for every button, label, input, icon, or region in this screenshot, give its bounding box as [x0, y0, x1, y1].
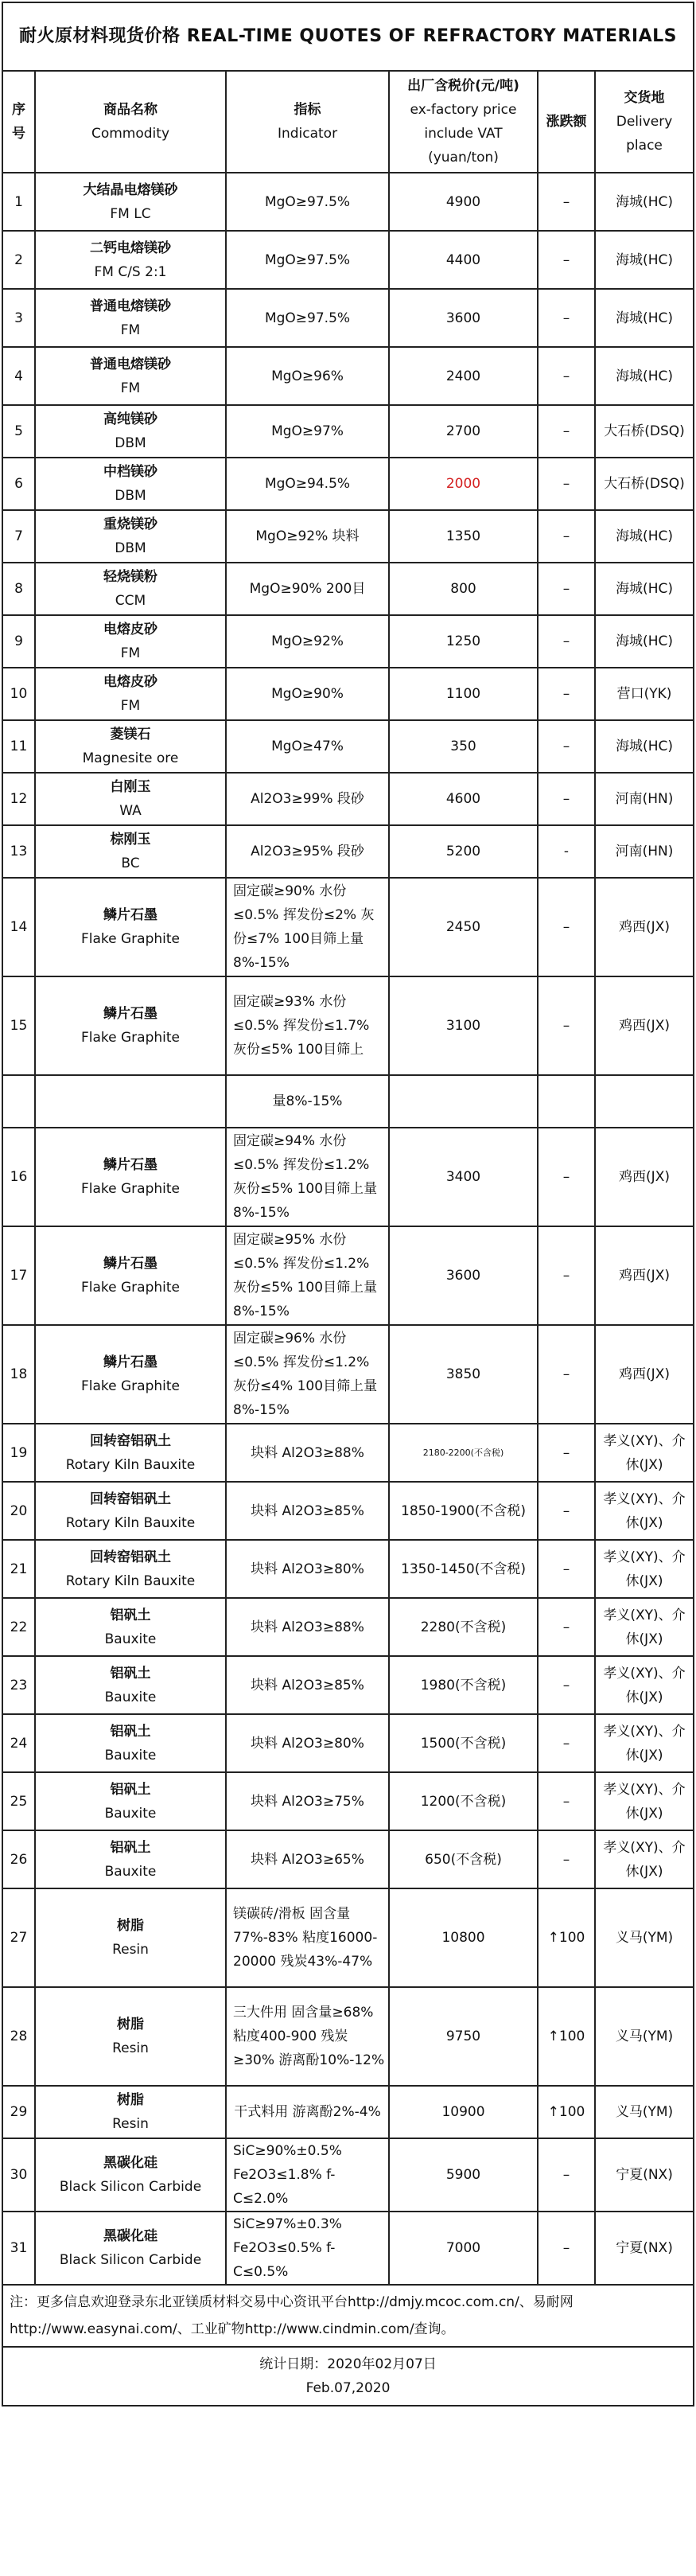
- row-no: 6: [2, 458, 35, 510]
- row-no: 21: [2, 1540, 35, 1598]
- commodity-cell: [35, 825, 226, 878]
- delivery-cell: 义马(YM): [595, 2086, 694, 2138]
- row-no: 29: [2, 2086, 35, 2138]
- row-no: 13: [2, 825, 35, 878]
- change-cell: –: [538, 878, 595, 976]
- commodity-en: Black Silicon Carbide: [59, 2179, 202, 2195]
- row-no: 30: [2, 2138, 35, 2212]
- indicator-cell: MgO≥90%: [226, 668, 389, 720]
- price-cell: 2700: [389, 405, 538, 458]
- commodity-en: Rotary Kiln Bauxite: [65, 1514, 196, 1531]
- commodity-cell: [35, 1830, 226, 1888]
- price-table: [2, 2, 694, 2406]
- delivery-cell: 大石桥(DSQ): [595, 405, 694, 458]
- indicator-cell: 块料 Al2O3≥88%: [226, 1424, 389, 1482]
- indicator-cell: Al2O3≥95% 段砂: [226, 825, 389, 878]
- commodity-cn: 电熔皮砂: [103, 674, 157, 690]
- change-cell: –: [538, 1830, 595, 1888]
- price-cell: 3400: [389, 1128, 538, 1226]
- change-cell: -: [538, 825, 595, 878]
- commodity-cell: [35, 458, 226, 510]
- indicator-cell: MgO≥47%: [226, 720, 389, 773]
- commodity-en: Black Silicon Carbide: [59, 2252, 202, 2268]
- delivery-cell: 鸡西(JX): [595, 1226, 694, 1325]
- statistics-date: [2, 2347, 694, 2406]
- note-text: 注：更多信息欢迎登录东北亚镁质材料交易中心资讯平台http://dmjy.mcoc.com.cn/、易耐网http://www.easynai.com/、工业矿物http://www.cindmin.com/查询。: [2, 2285, 694, 2347]
- table-row: [2, 1540, 694, 1598]
- commodity-en: CCM: [115, 593, 146, 609]
- commodity-cn: 回转窑铝矾土: [90, 1491, 171, 1507]
- commodity-cn: 轻烧镁粉: [103, 569, 157, 585]
- commodity-en: FM: [120, 322, 141, 338]
- price-cell: 350: [389, 720, 538, 773]
- change-cell: –: [538, 347, 595, 405]
- change-cell: –: [538, 1598, 595, 1656]
- table-row: [2, 405, 694, 458]
- change-cell: –: [538, 231, 595, 289]
- indicator-cell: 块料 Al2O3≥88%: [226, 1598, 389, 1656]
- commodity-cell: [35, 510, 226, 563]
- delivery-cell: 义马(YM): [595, 1987, 694, 2086]
- delivery-cell: 海城(HC): [595, 173, 694, 231]
- delivery-cell: 海城(HC): [595, 720, 694, 773]
- commodity-en: Magnesite ore: [82, 750, 179, 766]
- indicator-cell: 固定碳≥94% 水份≤0.5% 挥发份≤1.2% 灰份≤5% 100目筛上量8%-15%: [226, 1128, 389, 1226]
- price-cell: 3600: [389, 1226, 538, 1325]
- indicator-cell: 固定碳≥93% 水份≤0.5% 挥发份≤1.7% 灰份≤5% 100目筛上: [226, 976, 389, 1075]
- delivery-cell: 海城(HC): [595, 231, 694, 289]
- table-row: [2, 1830, 694, 1888]
- delivery-cell: 孝义(XY)、介休(JX): [595, 1482, 694, 1540]
- commodity-en: DBM: [115, 540, 146, 556]
- commodity-cell: [35, 720, 226, 773]
- row-no: 20: [2, 1482, 35, 1540]
- table-row: [2, 1987, 694, 2086]
- header-indicator: 指标 Indicator: [226, 71, 389, 173]
- commodity-en: BC: [121, 855, 140, 871]
- price-cell: 800: [389, 563, 538, 615]
- indicator-cell: 固定碳≥95% 水份≤0.5% 挥发份≤1.2% 灰份≤5% 100目筛上量8%-15%: [226, 1226, 389, 1325]
- delivery-cell: [595, 1075, 694, 1128]
- table-row: [2, 1772, 694, 1830]
- indicator-cell: 块料 Al2O3≥65%: [226, 1830, 389, 1888]
- change-cell: –: [538, 1540, 595, 1598]
- price-cell: 650(不含税): [389, 1830, 538, 1888]
- header-commodity: 商品名称 Commodity: [35, 71, 226, 173]
- header-no: 序号: [2, 71, 35, 173]
- price-cell: 10800: [389, 1888, 538, 1987]
- commodity-cell: [35, 1656, 226, 1714]
- commodity-cn: 棕刚玉: [110, 832, 151, 848]
- price-cell: 1200(不含税): [389, 1772, 538, 1830]
- commodity-en: Bauxite: [104, 1863, 157, 1880]
- row-no: 11: [2, 720, 35, 773]
- commodity-en: Bauxite: [104, 1631, 157, 1647]
- commodity-en: Bauxite: [104, 1689, 157, 1705]
- commodity-cn: 菱镁石: [110, 727, 151, 742]
- header-change: 涨跌额: [538, 71, 595, 173]
- commodity-cell: [35, 1714, 226, 1772]
- delivery-cell: 大石桥(DSQ): [595, 458, 694, 510]
- commodity-en: WA: [119, 803, 142, 819]
- delivery-cell: 河南(HN): [595, 773, 694, 825]
- delivery-cell: 孝义(XY)、介休(JX): [595, 1598, 694, 1656]
- indicator-cell: SiC≥97%±0.3% Fe2O3≤0.5% f-C≤0.5%: [226, 2212, 389, 2285]
- price-cell: 2180-2200(不含税): [389, 1424, 538, 1482]
- table-row: [2, 773, 694, 825]
- table-row: [2, 1656, 694, 1714]
- change-cell: –: [538, 773, 595, 825]
- price-cell: 10900: [389, 2086, 538, 2138]
- table-row: [2, 289, 694, 347]
- commodity-cn: 树脂: [117, 1918, 144, 1934]
- table-row: [2, 1482, 694, 1540]
- commodity-en: Bauxite: [104, 1805, 157, 1822]
- table-row: [2, 1128, 694, 1226]
- commodity-en: Resin: [112, 1942, 149, 1958]
- commodity-cell: [35, 289, 226, 347]
- delivery-cell: 海城(HC): [595, 347, 694, 405]
- commodity-cell: [35, 1772, 226, 1830]
- indicator-cell: 固定碳≥96% 水份≤0.5% 挥发份≤1.2% 灰份≤4% 100目筛上量8%-15%: [226, 1325, 389, 1424]
- commodity-cell: [35, 2212, 226, 2285]
- table-row: [2, 2138, 694, 2212]
- price-cell: 1350: [389, 510, 538, 563]
- change-cell: –: [538, 1424, 595, 1482]
- change-cell: –: [538, 563, 595, 615]
- commodity-en: Resin: [112, 2040, 149, 2056]
- commodity-cell: [35, 668, 226, 720]
- price-cell: 1850-1900(不含税): [389, 1482, 538, 1540]
- table-row: [2, 668, 694, 720]
- price-cell: 1500(不含税): [389, 1714, 538, 1772]
- commodity-cell: [35, 1128, 226, 1226]
- price-cell: 2280(不含税): [389, 1598, 538, 1656]
- indicator-cell: SiC≥90%±0.5% Fe2O3≤1.8% f-C≤2.0%: [226, 2138, 389, 2212]
- commodity-cell: [35, 2138, 226, 2212]
- delivery-cell: 宁夏(NX): [595, 2138, 694, 2212]
- change-cell: –: [538, 289, 595, 347]
- price-cell: 2450: [389, 878, 538, 976]
- commodity-cn: 铝矾土: [110, 1723, 151, 1740]
- delivery-cell: 营口(YK): [595, 668, 694, 720]
- commodity-cell: [35, 615, 226, 668]
- row-no: 27: [2, 1888, 35, 1987]
- commodity-cn: 白刚玉: [110, 779, 151, 795]
- change-cell: –: [538, 458, 595, 510]
- commodity-cn: 黑碳化硅: [103, 2228, 157, 2244]
- commodity-cn: 鳞片石墨: [103, 1006, 157, 1022]
- commodity-cn: 铝矾土: [110, 1665, 151, 1682]
- delivery-cell: 孝义(XY)、介休(JX): [595, 1424, 694, 1482]
- change-cell: ↑100: [538, 1888, 595, 1987]
- change-cell: –: [538, 1772, 595, 1830]
- table-row: [2, 1598, 694, 1656]
- commodity-cn: 鳞片石墨: [103, 1157, 157, 1173]
- commodity-en: Flake Graphite: [80, 1181, 180, 1197]
- indicator-cell: MgO≥94.5%: [226, 458, 389, 510]
- commodity-cell: [35, 231, 226, 289]
- indicator-cell: MgO≥97.5%: [226, 173, 389, 231]
- indicator-cell: MgO≥97%: [226, 405, 389, 458]
- indicator-cell: MgO≥97.5%: [226, 231, 389, 289]
- commodity-cell: [35, 878, 226, 976]
- table-row: [2, 1714, 694, 1772]
- change-cell: –: [538, 1325, 595, 1424]
- table-row: [2, 1888, 694, 1987]
- change-cell: [538, 1075, 595, 1128]
- row-no: 8: [2, 563, 35, 615]
- price-cell: 1980(不含税): [389, 1656, 538, 1714]
- commodity-cn: 高纯镁砂: [103, 411, 157, 427]
- row-no: 1: [2, 173, 35, 231]
- header-row: [2, 71, 694, 173]
- delivery-cell: 鸡西(JX): [595, 878, 694, 976]
- row-no: 15: [2, 976, 35, 1075]
- table-row: [2, 1325, 694, 1424]
- commodity-cn: 回转窑铝矾土: [90, 1432, 171, 1449]
- commodity-cn: 树脂: [117, 2017, 144, 2032]
- table-row: [2, 2086, 694, 2138]
- commodity-cell: [35, 563, 226, 615]
- commodity-en: Flake Graphite: [80, 1030, 180, 1046]
- commodity-cn: 二钙电熔镁砂: [90, 240, 171, 256]
- indicator-cell: 块料 Al2O3≥75%: [226, 1772, 389, 1830]
- delivery-cell: 海城(HC): [595, 563, 694, 615]
- commodity-en: FM C/S 2:1: [94, 263, 167, 280]
- table-row: [2, 1424, 694, 1482]
- row-no: 23: [2, 1656, 35, 1714]
- delivery-cell: 孝义(XY)、介休(JX): [595, 1772, 694, 1830]
- change-cell: ↑100: [538, 2086, 595, 2138]
- commodity-cell: [35, 173, 226, 231]
- table-row: [2, 1226, 694, 1325]
- change-cell: –: [538, 976, 595, 1075]
- indicator-cell: MgO≥97.5%: [226, 289, 389, 347]
- indicator-cell: 块料 Al2O3≥80%: [226, 1540, 389, 1598]
- delivery-cell: 宁夏(NX): [595, 2212, 694, 2285]
- row-no: 16: [2, 1128, 35, 1226]
- row-no: 28: [2, 1987, 35, 2086]
- commodity-cn: 树脂: [117, 2092, 144, 2108]
- commodity-cell: [35, 1482, 226, 1540]
- price-cell: 4400: [389, 231, 538, 289]
- indicator-cell: MgO≥92% 块料: [226, 510, 389, 563]
- table-title: 耐火原材料现货价格 REAL-TIME QUOTES OF REFRACTORY MATERIALS: [2, 2, 694, 71]
- indicator-cell: 块料 Al2O3≥85%: [226, 1482, 389, 1540]
- indicator-cell: 镁碳砖/滑板 固含量77%-83% 粘度16000-20000 残炭43%-47%: [226, 1888, 389, 1987]
- commodity-cell: [35, 1424, 226, 1482]
- commodity-en: DBM: [115, 488, 146, 504]
- table-row: [2, 347, 694, 405]
- row-no: 10: [2, 668, 35, 720]
- commodity-cell: [35, 2086, 226, 2138]
- delivery-cell: 孝义(XY)、介休(JX): [595, 1714, 694, 1772]
- indicator-cell: Al2O3≥99% 段砂: [226, 773, 389, 825]
- indicator-cell: 干式料用 游离酚2%-4%: [226, 2086, 389, 2138]
- price-cell: 3100: [389, 976, 538, 1075]
- row-no: 4: [2, 347, 35, 405]
- commodity-cell: [35, 1540, 226, 1598]
- price-cell: 9750: [389, 1987, 538, 2086]
- table-row: [2, 825, 694, 878]
- row-no: 19: [2, 1424, 35, 1482]
- row-no: 17: [2, 1226, 35, 1325]
- row-no: 5: [2, 405, 35, 458]
- commodity-cn: 鳞片石墨: [103, 1256, 157, 1272]
- header-delivery: 交货地 Delivery place: [595, 71, 694, 173]
- row-no: 12: [2, 773, 35, 825]
- commodity-cn: 中档镁砂: [103, 464, 157, 480]
- date-cn: 统计日期：2020年02月07日: [259, 2356, 437, 2372]
- price-cell: 2000: [389, 458, 538, 510]
- commodity-en: Rotary Kiln Bauxite: [65, 1572, 196, 1589]
- delivery-cell: 孝义(XY)、介休(JX): [595, 1540, 694, 1598]
- change-cell: –: [538, 173, 595, 231]
- commodity-cn: 铝矾土: [110, 1781, 151, 1798]
- delivery-cell: 鸡西(JX): [595, 1325, 694, 1424]
- change-cell: ↑100: [538, 1987, 595, 2086]
- commodity-en: DBM: [115, 435, 146, 451]
- price-cell: 5900: [389, 2138, 538, 2212]
- price-cell: 1350-1450(不含税): [389, 1540, 538, 1598]
- price-cell: 2400: [389, 347, 538, 405]
- price-cell: 5200: [389, 825, 538, 878]
- delivery-cell: 孝义(XY)、介休(JX): [595, 1830, 694, 1888]
- commodity-cell: [35, 976, 226, 1075]
- table-row: [2, 720, 694, 773]
- commodity-cn: 铝矾土: [110, 1839, 151, 1856]
- table-row: [2, 173, 694, 231]
- change-cell: –: [538, 1714, 595, 1772]
- indicator-cell: 量8%-15%: [226, 1075, 389, 1128]
- commodity-cell: [35, 1075, 226, 1128]
- commodity-cell: [35, 347, 226, 405]
- row-no: 7: [2, 510, 35, 563]
- row-no: 14: [2, 878, 35, 976]
- commodity-cell: [35, 405, 226, 458]
- commodity-cn: 大结晶电熔镁砂: [83, 181, 178, 198]
- indicator-cell: MgO≥96%: [226, 347, 389, 405]
- price-cell: 1100: [389, 668, 538, 720]
- commodity-en: Flake Graphite: [80, 1280, 180, 1296]
- indicator-cell: 三大件用 固含量≥68% 粘度400-900 残炭≥30% 游离酚10%-12%: [226, 1987, 389, 2086]
- change-cell: –: [538, 668, 595, 720]
- commodity-cell: [35, 1987, 226, 2086]
- table-row: [2, 458, 694, 510]
- row-no: 18: [2, 1325, 35, 1424]
- commodity-cell: [35, 1598, 226, 1656]
- commodity-cn: 普通电熔镁砂: [90, 356, 171, 372]
- price-cell: 7000: [389, 2212, 538, 2285]
- delivery-cell: 鸡西(JX): [595, 976, 694, 1075]
- commodity-en: FM: [120, 698, 141, 714]
- commodity-en: Resin: [112, 2116, 149, 2132]
- delivery-cell: 海城(HC): [595, 615, 694, 668]
- date-en: Feb.07,2020: [305, 2380, 391, 2396]
- row-no: 31: [2, 2212, 35, 2285]
- delivery-cell: 海城(HC): [595, 289, 694, 347]
- commodity-en: Bauxite: [104, 1747, 157, 1763]
- indicator-cell: 块料 Al2O3≥80%: [226, 1714, 389, 1772]
- commodity-cn: 铝矾土: [110, 1607, 151, 1623]
- row-no: 26: [2, 1830, 35, 1888]
- row-no: 3: [2, 289, 35, 347]
- delivery-cell: 义马(YM): [595, 1888, 694, 1987]
- table-row: [2, 510, 694, 563]
- row-no: [2, 1075, 35, 1128]
- price-cell: 4600: [389, 773, 538, 825]
- commodity-cn: 重烧镁砂: [103, 516, 157, 532]
- row-no: 9: [2, 615, 35, 668]
- commodity-cn: 回转窑铝矾土: [90, 1549, 171, 1565]
- change-cell: –: [538, 720, 595, 773]
- commodity-cn: 鳞片石墨: [103, 1354, 157, 1370]
- delivery-cell: 鸡西(JX): [595, 1128, 694, 1226]
- commodity-en: FM: [120, 380, 141, 396]
- commodity-cn: 电熔皮砂: [103, 622, 157, 637]
- price-cell: 3850: [389, 1325, 538, 1424]
- table-row: [2, 231, 694, 289]
- table-row: [2, 615, 694, 668]
- change-cell: –: [538, 510, 595, 563]
- commodity-en: Rotary Kiln Bauxite: [65, 1456, 196, 1473]
- change-cell: –: [538, 1226, 595, 1325]
- change-cell: –: [538, 1482, 595, 1540]
- row-no: 24: [2, 1714, 35, 1772]
- commodity-en: FM LC: [110, 205, 151, 222]
- indicator-cell: 固定碳≥90% 水份≤0.5% 挥发份≤2% 灰份≤7% 100目筛上量8%-15%: [226, 878, 389, 976]
- table-row: [2, 976, 694, 1075]
- table-row: [2, 2212, 694, 2285]
- commodity-cn: 黑碳化硅: [103, 2155, 157, 2171]
- row-no: 22: [2, 1598, 35, 1656]
- commodity-cell: [35, 1226, 226, 1325]
- row-no: 25: [2, 1772, 35, 1830]
- commodity-cn: 鳞片石墨: [103, 907, 157, 923]
- price-cell: 1250: [389, 615, 538, 668]
- price-cell: 3600: [389, 289, 538, 347]
- commodity-cn: 普通电熔镁砂: [90, 298, 171, 314]
- table-row: [2, 1075, 694, 1128]
- indicator-cell: 块料 Al2O3≥85%: [226, 1656, 389, 1714]
- commodity-cell: [35, 1325, 226, 1424]
- commodity-cell: [35, 1888, 226, 1987]
- indicator-cell: MgO≥90% 200目: [226, 563, 389, 615]
- delivery-cell: 海城(HC): [595, 510, 694, 563]
- change-cell: –: [538, 2212, 595, 2285]
- table-row: [2, 563, 694, 615]
- delivery-cell: 孝义(XY)、介休(JX): [595, 1656, 694, 1714]
- commodity-en: Flake Graphite: [80, 1378, 180, 1394]
- change-cell: –: [538, 405, 595, 458]
- price-cell: 4900: [389, 173, 538, 231]
- change-cell: –: [538, 1128, 595, 1226]
- table-row: [2, 878, 694, 976]
- change-cell: –: [538, 615, 595, 668]
- change-cell: –: [538, 2138, 595, 2212]
- row-no: 2: [2, 231, 35, 289]
- change-cell: –: [538, 1656, 595, 1714]
- delivery-cell: 河南(HN): [595, 825, 694, 878]
- commodity-en: FM: [120, 645, 141, 661]
- commodity-cell: [35, 773, 226, 825]
- header-price: 出厂含税价(元/吨) ex-factory price include VAT (yuan/ton): [389, 71, 538, 173]
- price-cell: [389, 1075, 538, 1128]
- indicator-cell: MgO≥92%: [226, 615, 389, 668]
- commodity-en: Flake Graphite: [80, 931, 180, 947]
